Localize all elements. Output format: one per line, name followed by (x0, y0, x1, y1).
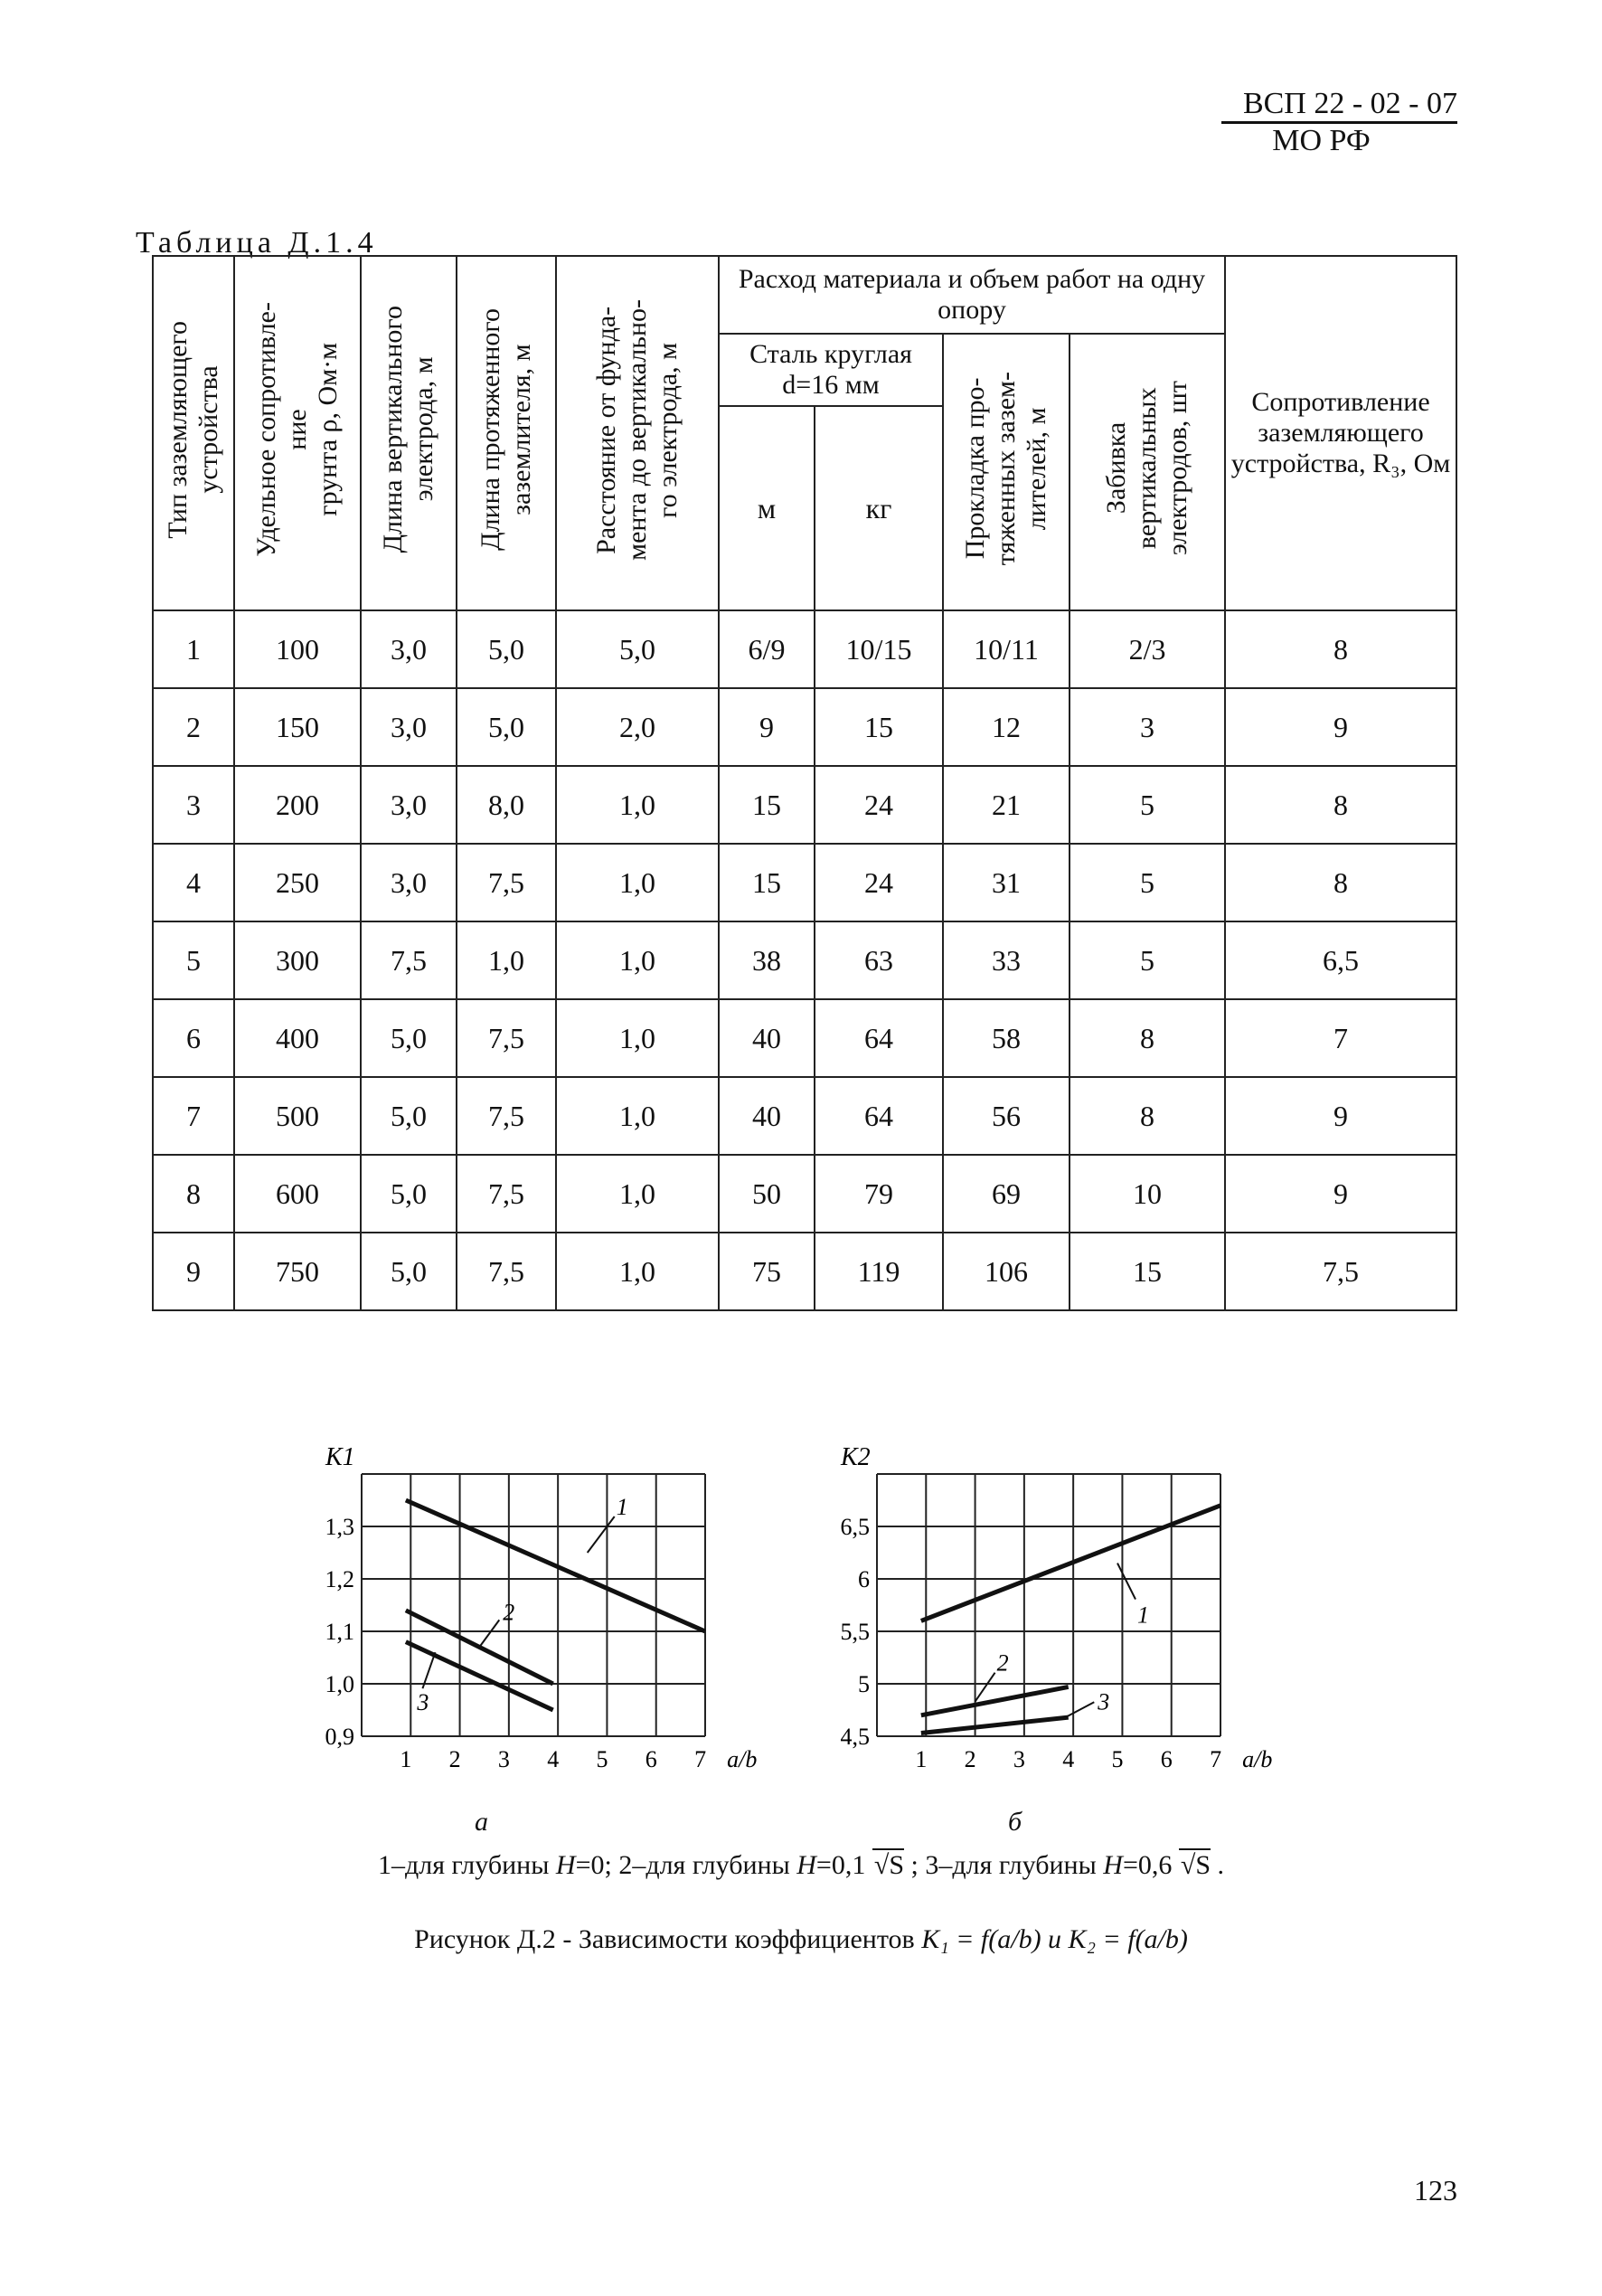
col-extended-length-header: Длина протяженного заземлителя, м (457, 256, 556, 610)
col-distance-header: Расстояние от фунда- мента до вертикально- го электрода, м (556, 256, 719, 610)
table-cell: 750 (234, 1233, 361, 1310)
organization: МО РФ (1272, 124, 1371, 157)
table-cell: 58 (943, 999, 1070, 1077)
table-cell: 56 (943, 1077, 1070, 1155)
table-cell: 3 (1070, 688, 1225, 766)
x-tick-label: 1 (400, 1746, 412, 1772)
table-row (153, 999, 1456, 1077)
table-cell: 15 (719, 766, 815, 844)
table-cell: 600 (234, 1155, 361, 1233)
y-tick-label: 5 (858, 1671, 870, 1697)
page-number: 123 (1414, 2174, 1457, 2206)
series-line-1 (406, 1500, 705, 1631)
x-tick-label: 3 (497, 1746, 510, 1772)
document-code: ВСП 22 - 02 - 07 (1221, 87, 1457, 124)
table-cell: 5,0 (361, 1155, 457, 1233)
table-cell: 8 (1225, 766, 1456, 844)
table-cell: 8,0 (457, 766, 556, 844)
x-tick-label: 4 (1062, 1746, 1075, 1772)
y-tick-label: 1,1 (325, 1619, 354, 1645)
table-cell: 24 (815, 766, 943, 844)
table-cell: 64 (815, 999, 943, 1077)
table-row (153, 921, 1456, 999)
panel-label-b: б (1008, 1807, 1022, 1837)
table-cell: 9 (1225, 1077, 1456, 1155)
table-cell: 2/3 (1070, 610, 1225, 688)
table-row (153, 844, 1456, 921)
chart-k1 (298, 1438, 796, 1800)
table-cell: 2 (153, 688, 234, 766)
table-cell: 7,5 (457, 1155, 556, 1233)
x-tick-label: 4 (547, 1746, 560, 1772)
table-cell: 5,0 (457, 688, 556, 766)
table-cell: 1,0 (556, 844, 719, 921)
table-cell: 40 (719, 1077, 815, 1155)
table-cell: 500 (234, 1077, 361, 1155)
grounding-table (152, 255, 1457, 1311)
table-cell: 10/15 (815, 610, 943, 688)
table-row (153, 610, 1456, 688)
table-cell: 5,0 (361, 1077, 457, 1155)
table-row (153, 766, 1456, 844)
col-steel-kg-header: кг (815, 406, 943, 610)
table-cell: 106 (943, 1233, 1070, 1310)
table-cell: 7,5 (457, 1077, 556, 1155)
table-cell: 7,5 (457, 999, 556, 1077)
col-vertical-length-header: Длина вертикального электрода, м (361, 256, 457, 610)
table-cell: 1,0 (556, 1233, 719, 1310)
table-cell: 15 (815, 688, 943, 766)
table-cell: 38 (719, 921, 815, 999)
table-cell: 1,0 (556, 1077, 719, 1155)
table-cell: 15 (1070, 1233, 1225, 1310)
table-cell: 2,0 (556, 688, 719, 766)
x-tick-label: 5 (596, 1746, 608, 1772)
table-cell: 9 (1225, 688, 1456, 766)
table-cell: 69 (943, 1155, 1070, 1233)
table-cell: 3,0 (361, 844, 457, 921)
y-tick-label: 0,9 (325, 1724, 354, 1750)
series-leader-1 (1117, 1564, 1136, 1600)
y-axis-label: K1 (325, 1443, 355, 1471)
y-tick-label: 6,5 (840, 1514, 870, 1540)
table-cell: 3 (153, 766, 234, 844)
series-line-2 (921, 1687, 1069, 1715)
table-cell: 4 (153, 844, 234, 921)
table-cell: 10 (1070, 1155, 1225, 1233)
table-cell: 1,0 (556, 921, 719, 999)
x-axis-label: a/b (1242, 1746, 1273, 1772)
panel-label-a: а (475, 1807, 488, 1837)
y-tick-label: 1,0 (325, 1671, 354, 1697)
table-cell: 75 (719, 1233, 815, 1310)
table-cell: 15 (719, 844, 815, 921)
table-cell: 150 (234, 688, 361, 766)
y-axis-label: K2 (841, 1443, 871, 1471)
table-cell: 5 (1070, 844, 1225, 921)
table-cell: 5,0 (457, 610, 556, 688)
x-tick-label: 6 (645, 1746, 657, 1772)
series-line-1 (921, 1506, 1220, 1621)
table-cell: 63 (815, 921, 943, 999)
col-steel-header: Сталь круглая d=16 мм (719, 334, 943, 406)
x-tick-label: 7 (694, 1746, 707, 1772)
table-cell: 7,5 (361, 921, 457, 999)
chart-k2 (814, 1438, 1311, 1800)
table-cell: 400 (234, 999, 361, 1077)
table-cell: 21 (943, 766, 1070, 844)
figure-legend: 1–для глубины H=0; 2–для глубины H=0,1 √ S ; 3–для глубины H=0,6 √ S . (0, 1850, 1602, 1881)
col-type-header: Тип заземляющего устройства (153, 256, 234, 610)
table-cell: 6 (153, 999, 234, 1077)
table-cell: 9 (153, 1233, 234, 1310)
col-material-group-header: Расход материала и объем работ на одну опору (719, 256, 1225, 334)
table-cell: 31 (943, 844, 1070, 921)
series-label-3: 3 (417, 1689, 429, 1716)
table-cell: 8 (153, 1155, 234, 1233)
y-tick-label: 1,3 (325, 1514, 354, 1540)
series-leader-1 (588, 1516, 615, 1553)
table-cell: 5 (1070, 921, 1225, 999)
table-cell: 5,0 (556, 610, 719, 688)
col-laying-header: Прокладка про- тяженных зазем- лителей, м (943, 334, 1070, 610)
table-cell: 1,0 (556, 1155, 719, 1233)
col-resistivity-header: Удельное сопротивле- ние грунта ρ, Ом·м (234, 256, 361, 610)
y-tick-label: 1,2 (325, 1566, 354, 1592)
table-cell: 7,5 (457, 1233, 556, 1310)
x-tick-label: 2 (448, 1746, 461, 1772)
table-cell: 7 (1225, 999, 1456, 1077)
table-cell: 33 (943, 921, 1070, 999)
series-line-3 (921, 1717, 1069, 1733)
table-cell: 24 (815, 844, 943, 921)
series-label-3: 3 (1098, 1688, 1110, 1715)
x-tick-label: 2 (964, 1746, 976, 1772)
table-cell: 6,5 (1225, 921, 1456, 999)
table-cell: 250 (234, 844, 361, 921)
table-cell: 9 (719, 688, 815, 766)
table-row (153, 1155, 1456, 1233)
table-cell: 3,0 (361, 688, 457, 766)
x-tick-label: 1 (915, 1746, 928, 1772)
table-cell: 64 (815, 1077, 943, 1155)
table-cell: 300 (234, 921, 361, 999)
table-cell: 8 (1070, 999, 1225, 1077)
table-cell: 3,0 (361, 766, 457, 844)
x-tick-label: 7 (1210, 1746, 1222, 1772)
table-cell: 7 (153, 1077, 234, 1155)
table-cell: 7,5 (1225, 1233, 1456, 1310)
series-label-2: 2 (996, 1649, 1009, 1677)
series-label-1: 1 (616, 1494, 628, 1520)
table-row (153, 1077, 1456, 1155)
x-tick-label: 5 (1111, 1746, 1124, 1772)
table-cell: 8 (1225, 610, 1456, 688)
table-cell: 1,0 (457, 921, 556, 999)
table-row (153, 688, 1456, 766)
x-tick-label: 3 (1013, 1746, 1025, 1772)
table-cell: 50 (719, 1155, 815, 1233)
series-label-1: 1 (1137, 1602, 1149, 1629)
table-cell: 6/9 (719, 610, 815, 688)
table-cell: 7,5 (457, 844, 556, 921)
table-cell: 40 (719, 999, 815, 1077)
x-axis-label: a/b (727, 1746, 758, 1772)
col-resistance-header: Сопротивление заземляющего устройства, R₃, Ом (1225, 256, 1456, 610)
figure-caption: Рисунок Д.2 - Зависимости коэффициентов K₁ = f(a/b) и K₂ = f(a/b) (414, 1924, 1188, 1954)
y-tick-label: 4,5 (840, 1724, 870, 1750)
table-cell: 5 (153, 921, 234, 999)
table-cell: 119 (815, 1233, 943, 1310)
table-cell: 79 (815, 1155, 943, 1233)
col-driving-header: Забивка вертикальных электродов, шт (1070, 334, 1225, 610)
table-row (153, 1233, 1456, 1310)
table-cell: 1 (153, 610, 234, 688)
y-tick-label: 5,5 (840, 1619, 870, 1645)
table-cell: 100 (234, 610, 361, 688)
table-cell: 5 (1070, 766, 1225, 844)
table-caption: Таблица Д.1.4 (136, 226, 378, 260)
table-cell: 10/11 (943, 610, 1070, 688)
col-steel-m-header: м (719, 406, 815, 610)
table-cell: 1,0 (556, 999, 719, 1077)
y-tick-label: 6 (858, 1566, 870, 1592)
series-leader-2 (975, 1673, 995, 1702)
series-leader-2 (479, 1620, 499, 1647)
series-label-2: 2 (503, 1599, 515, 1626)
table-cell: 200 (234, 766, 361, 844)
table-cell: 1,0 (556, 766, 719, 844)
table-cell: 5,0 (361, 1233, 457, 1310)
table-cell: 9 (1225, 1155, 1456, 1233)
table-cell: 3,0 (361, 610, 457, 688)
table-cell: 8 (1070, 1077, 1225, 1155)
document-header (1221, 87, 1457, 158)
table-cell: 8 (1225, 844, 1456, 921)
series-leader-3 (1063, 1702, 1094, 1718)
x-tick-label: 6 (1160, 1746, 1173, 1772)
table-cell: 5,0 (361, 999, 457, 1077)
table-cell: 12 (943, 688, 1070, 766)
